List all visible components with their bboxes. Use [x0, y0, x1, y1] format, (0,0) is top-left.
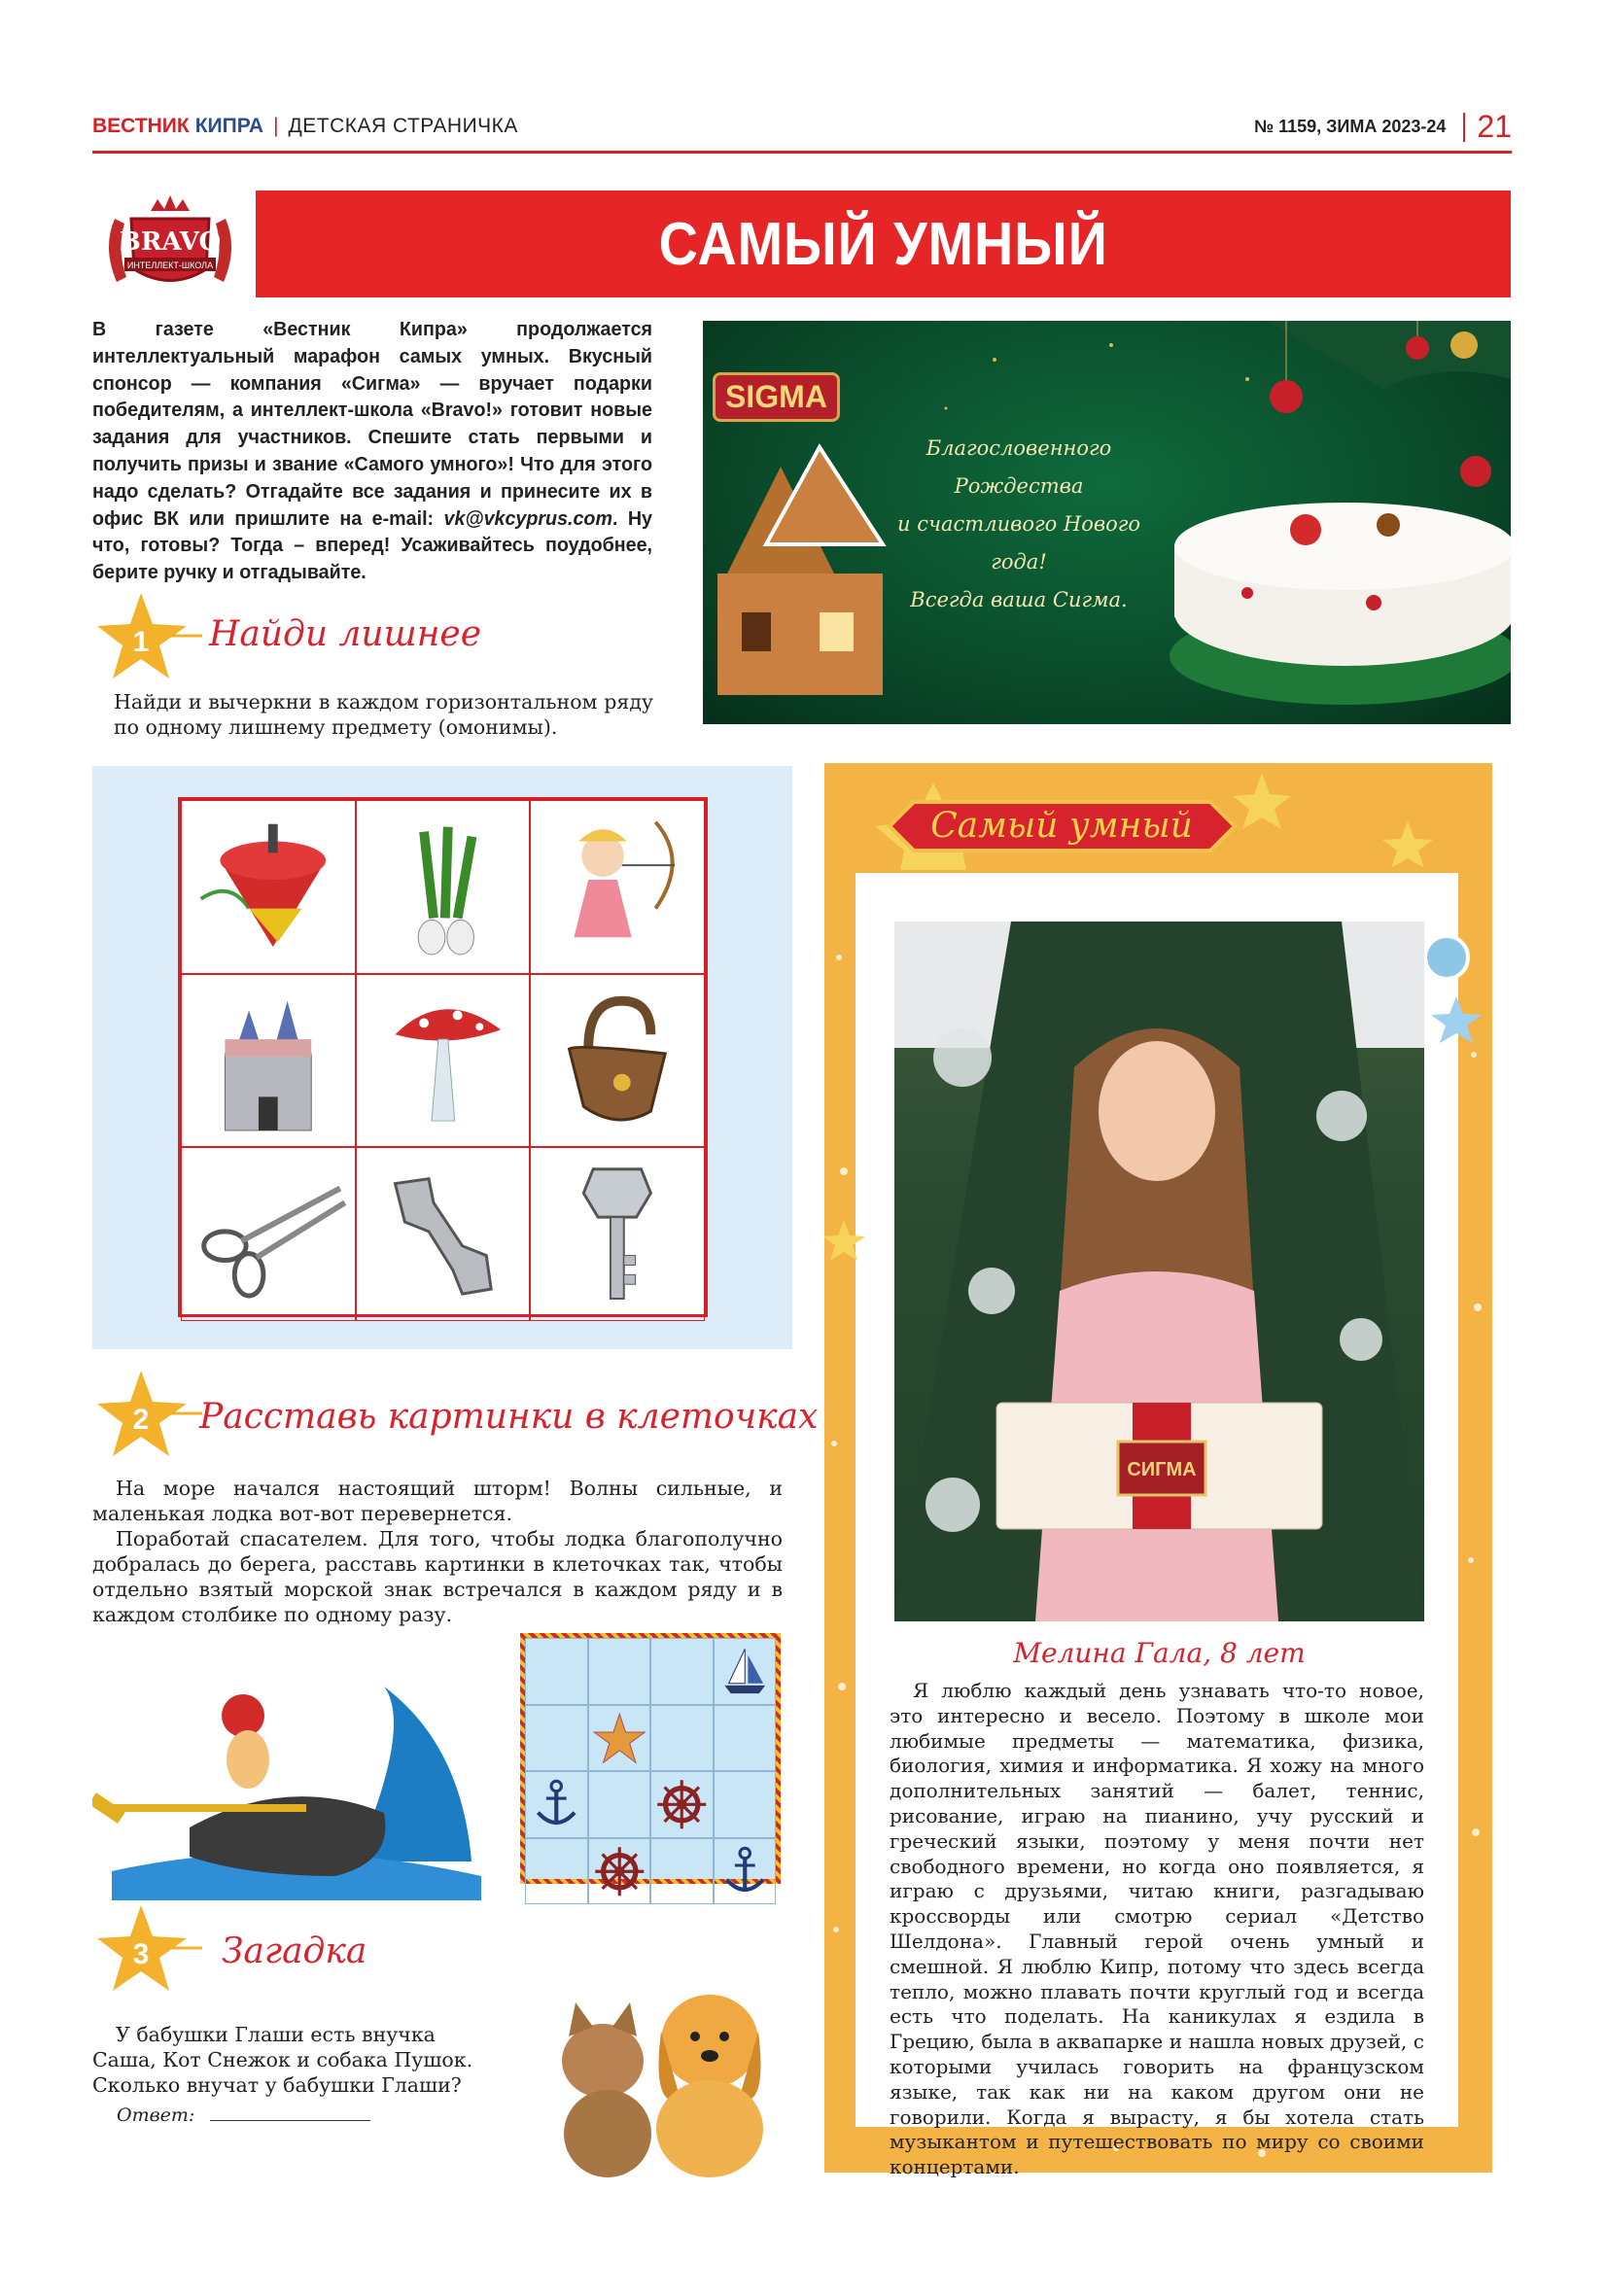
- task2-badge: [97, 1371, 204, 1462]
- cat-dog-illustration: [525, 1964, 797, 2177]
- sigma-ad: [703, 321, 1511, 724]
- intro-text: В газете «Вестник Кипра» продолжается интеллектуальный марафон самых умных. Вкусный спонсор — компания «Сигма» — вручает подарки победителям, а интеллект-школа «Bravo!» готовит новые задания для участников. Спешите стать первыми и получить призы и звание «Самого умного»! Что для этого надо сделать? Отгадайте все задания и принесите их в офис ВК или пришлите на e-mail: vk@vkcyprus.com. Ну что, готовы? Тогда – вперед! Усаживайтесь поудобнее, берите ручку и отгадывайте.: [92, 318, 652, 584]
- sailboat-icon[interactable]: [714, 1638, 777, 1705]
- green-onion-icon[interactable]: [356, 800, 531, 974]
- ship-wheel-icon[interactable]: [588, 1838, 651, 1905]
- wrench-icon[interactable]: [356, 1147, 531, 1321]
- ribbon-title: Самый умный: [930, 806, 1193, 846]
- task2-paragraph-2: Поработай спасателем. Для того, чтобы лодка благополучно добралась до берега, расставь картинки в клеточках так, чтобы отдельно взятый морской знак встречался в каждом ряду и в каждом столбике по одному разу.: [92, 1527, 783, 1626]
- task2-grid: [520, 1633, 781, 1884]
- logo-brand: BRAVO: [119, 227, 222, 257]
- winner-photo: [894, 922, 1424, 1621]
- page-header: [92, 109, 1512, 148]
- bravo-logo: [97, 190, 243, 306]
- winner-caption: Мелина Гала, 8 лет: [1013, 1637, 1306, 1669]
- page-number: 21: [1477, 109, 1512, 144]
- issue-info: № 1159, ЗИМА 2023-24: [1254, 117, 1447, 136]
- task2-title: Расставь картинки в клеточках: [199, 1397, 819, 1437]
- anchor-icon[interactable]: [714, 1838, 777, 1905]
- task2-number: 2: [132, 1404, 150, 1436]
- task3-title: Загадка: [222, 1931, 367, 1971]
- paper-name-2: КИПРА: [194, 115, 264, 137]
- paper-name-1: ВЕСТНИК: [92, 115, 190, 137]
- answer-line[interactable]: [117, 2105, 370, 2126]
- logo-subtitle: ИНТЕЛЛЕКТ-ШКОЛА: [126, 261, 214, 270]
- banner-title: САМЫЙ УМНЫЙ: [658, 210, 1108, 278]
- task3-text: У бабушки Глаши есть внучка Саша, Кот Снежок и собака Пушок. Сколько внучат у бабушки Глаши?: [92, 2023, 473, 2097]
- answer-label: Ответ:: [117, 2105, 195, 2126]
- starfish-icon[interactable]: [588, 1705, 651, 1772]
- box-brand: СИГМА: [1127, 1459, 1197, 1480]
- anchor-icon[interactable]: [525, 1771, 588, 1838]
- winner-story: Я люблю каждый день узнавать что-то новое, это интересно и весело. Поэтому в школе мои любимые предметы — математика, физика, биология, химия и информатика. Я хожу на много дополнительных занятий — балет, теннис, рисование, играю на пианино, учу русский и греческий языки, поэтому у меня почти нет свободного времени, но когда оно появляется, я играю с друзьями, читаю книги, разгадываю кроссворды или смотрю сериал «Детство Шелдона». Главный герой очень умный и смешной. Я люблю Кипр, потому что здесь всегда тепло, можно плавать почти круглый год и всегда есть что поделать. На каникулах я ездила в Грецию, была в аквапарке и нашла новых друзей, с которыми училась говорить на французском языке, так как ни на каком другом они не говорили. Когда я вырасту, я бы хотела стать музыкантом и путешествовать по миру со своими концертами.: [890, 1679, 1424, 2179]
- winner-ribbon: [875, 783, 1244, 870]
- header-right: [1254, 109, 1512, 145]
- scissors-icon[interactable]: [181, 1147, 356, 1321]
- key-icon[interactable]: [530, 1147, 705, 1321]
- sigma-logo: SIGMA: [713, 372, 840, 422]
- spinning-top-icon[interactable]: [181, 800, 356, 974]
- task2-paragraph-1: На море начался настоящий шторм! Волны сильные, и маленькая лодка вот-вот перевернется.: [92, 1477, 783, 1525]
- task3-badge: [97, 1905, 204, 1997]
- task3-number: 3: [132, 1938, 150, 1970]
- task1-number: 1: [132, 626, 150, 658]
- girl-archer-icon[interactable]: [530, 800, 705, 974]
- kayaker-illustration: [92, 1667, 501, 1900]
- task1-title: Найди лишнее: [209, 614, 482, 654]
- contact-email[interactable]: vk@vkcyprus.com: [443, 506, 612, 530]
- header-left: ВЕСТНИК КИПРА | ДЕТСКАЯ СТРАНИЧКА: [92, 115, 518, 137]
- task1-grid: [178, 797, 708, 1317]
- title-banner: [256, 191, 1511, 297]
- ship-wheel-icon[interactable]: [650, 1771, 714, 1838]
- header-rule: [92, 151, 1512, 154]
- ad-greeting: Благословенного Рождества и счастливого Нового года! Всегда ваша Сигма.: [897, 436, 1140, 611]
- section-name: ДЕТСКАЯ СТРАНИЧКА: [288, 115, 518, 137]
- padlock-icon[interactable]: [530, 974, 705, 1148]
- task1-badge: [97, 593, 204, 684]
- task1-text: Найди и вычеркни в каждом горизонтальном ряду по одному лишнему предмету (омонимы).: [114, 690, 653, 739]
- mushroom-icon[interactable]: [356, 974, 531, 1148]
- castle-icon[interactable]: [181, 974, 356, 1148]
